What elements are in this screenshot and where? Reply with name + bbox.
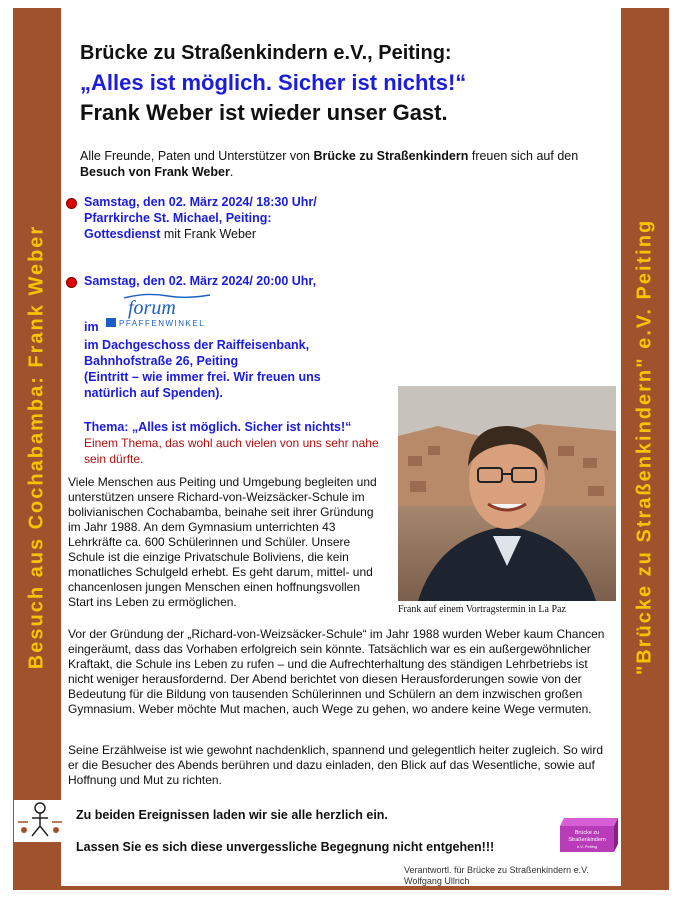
body-paragraph-2: Vor der Gründung der „Richard-von-Weizsäcker-Schule“ im Jahr 1988 wurden Weber kaum Chancen eingeräumt, dass das Vorhaben erfolgreich sein könnte. Tatsächlich war es ein außergewöhnlicher Kraftakt, die Schule ins Leben zu rufen – und die Aufrechterhaltung des ständigen Lehrbetriebs ist nicht weniger herausfordernd. Der Abend berichtet von diesen Herausforderungen sowie von der Bedeutung für die Bildung von tausenden Schülerinnen und Schülern an dem inzwischen großen Gymnasium. Weber möchte Mut machen, auch Wege zu gehen, wo andere keine Wege vermuten. bbox=[68, 627, 605, 716]
forum-pfaffenwinkel-logo bbox=[106, 290, 226, 330]
intro-paragraph bbox=[80, 148, 616, 180]
intro-text-3: . bbox=[229, 165, 234, 179]
event-2-datetime: Samstag, den 02. März 2024/ 20:00 Uhr, bbox=[84, 274, 317, 288]
event-1-service-bold: Gottesdienst bbox=[84, 227, 161, 241]
title-motto: „Alles ist möglich. Sicher ist nichts!“ bbox=[80, 70, 467, 95]
bruecke-logo-box bbox=[558, 812, 620, 852]
event-1-service bbox=[84, 226, 317, 242]
body-paragraph-3: Seine Erzählweise ist wie gewohnt nachdenklich, spannend und gelegentlich heiter zugleich. So wird er die Besucher des Abends berühren und dazu einladen, den Blick auf das Wesentliche, sowie auf Hoffnung und Mut zu richten. bbox=[68, 743, 603, 787]
logo-box-line-3: e.V. Peiting bbox=[576, 844, 598, 849]
bullet-dot-1 bbox=[66, 198, 77, 209]
left-sidebar-text: Besuch aus Cochabamba: Frank Weber bbox=[25, 224, 48, 670]
footer-line-2: Wolfgang Ullrich bbox=[404, 876, 470, 886]
logo-box-line-1: Brücke zu bbox=[574, 830, 600, 836]
event-1-location: Pfarrkirche St. Michael, Peiting: bbox=[84, 211, 272, 225]
event-2-im: im bbox=[84, 320, 99, 334]
frank-weber-photo bbox=[398, 386, 616, 601]
event-1-datetime: Samstag, den 02. März 2024/ 18:30 Uhr/ bbox=[84, 195, 317, 209]
closing-appeal: Lassen Sie es sich diese unvergessliche Begegnung nicht entgehen!!! bbox=[76, 840, 495, 854]
title-organisation: Brücke zu Straßenkindern e.V., Peiting: bbox=[80, 42, 452, 64]
intro-org-name: Brücke zu Straßenkindern bbox=[313, 149, 469, 163]
event-2-theme-subtitle: Einem Thema, das wohl auch vielen von uns sehr nahe sein dürfte. bbox=[84, 436, 379, 466]
event-2-theme: Thema: „Alles ist möglich. Sicher ist nichts!“ bbox=[84, 420, 352, 434]
venue-line-2: Bahnhofstraße 26, Peiting bbox=[84, 354, 239, 368]
forum-logo-word: forum bbox=[128, 297, 176, 319]
event-1 bbox=[84, 194, 317, 242]
venue-line-3: (Eintritt – wie immer frei. Wir freuen uns bbox=[84, 370, 321, 384]
photo-caption: Frank auf einem Vortragstermin in La Paz bbox=[398, 604, 566, 615]
body-paragraph-1: Viele Menschen aus Peiting und Umgebung begleiten und unterstützen unsere Richard-von-Weizsäcker-Schule im bolivianischen Cochabamba, beinahe seit ihrer Gründung im Jahr 1988. An dem Gymnasium unterrichten 43 Lehrkräfte ca. 600 Schülerinnen und Schüler. Unsere Schule ist die einzige Privatschule Boliviens, die kein monatliches Schulgeld erhebt. Es geht darum, mittel- und chancenlosen jungen Menschen einen hoffnungsvollen Start ins Leben zu ermöglichen. bbox=[68, 475, 377, 609]
event-1-service-rest: mit Frank Weber bbox=[160, 227, 257, 241]
footer-line-1: Verantwortl. für Brücke zu Straßenkindern e.V. bbox=[404, 865, 589, 875]
right-sidebar-banner bbox=[621, 8, 669, 886]
event-2-venue bbox=[84, 337, 384, 401]
logo-box-line-2: Straßenkindern bbox=[568, 837, 606, 843]
intro-visit: Besuch von Frank Weber bbox=[80, 165, 230, 179]
bullet-dot-2 bbox=[66, 277, 77, 288]
closing-invitation: Zu beiden Ereignissen laden wir sie alle herzlich ein. bbox=[76, 808, 388, 822]
hand-drawn-figure-icon bbox=[14, 800, 66, 842]
forum-logo-subtitle: PFAFFENWINKEL bbox=[119, 319, 206, 328]
right-sidebar-text: "Brücke zu Straßenkindern" e.V. Peiting bbox=[633, 218, 656, 676]
footer-responsible bbox=[404, 865, 589, 887]
venue-line-1: im Dachgeschoss der Raiffeisenbank, bbox=[84, 338, 310, 352]
intro-text-2: freuen sich auf den bbox=[468, 149, 579, 163]
intro-text-1: Alle Freunde, Paten und Unterstützer von bbox=[80, 149, 314, 163]
title-guest: Frank Weber ist wieder unser Gast. bbox=[80, 100, 448, 125]
venue-line-4: natürlich auf Spenden). bbox=[84, 386, 223, 400]
left-sidebar-banner bbox=[13, 8, 61, 886]
